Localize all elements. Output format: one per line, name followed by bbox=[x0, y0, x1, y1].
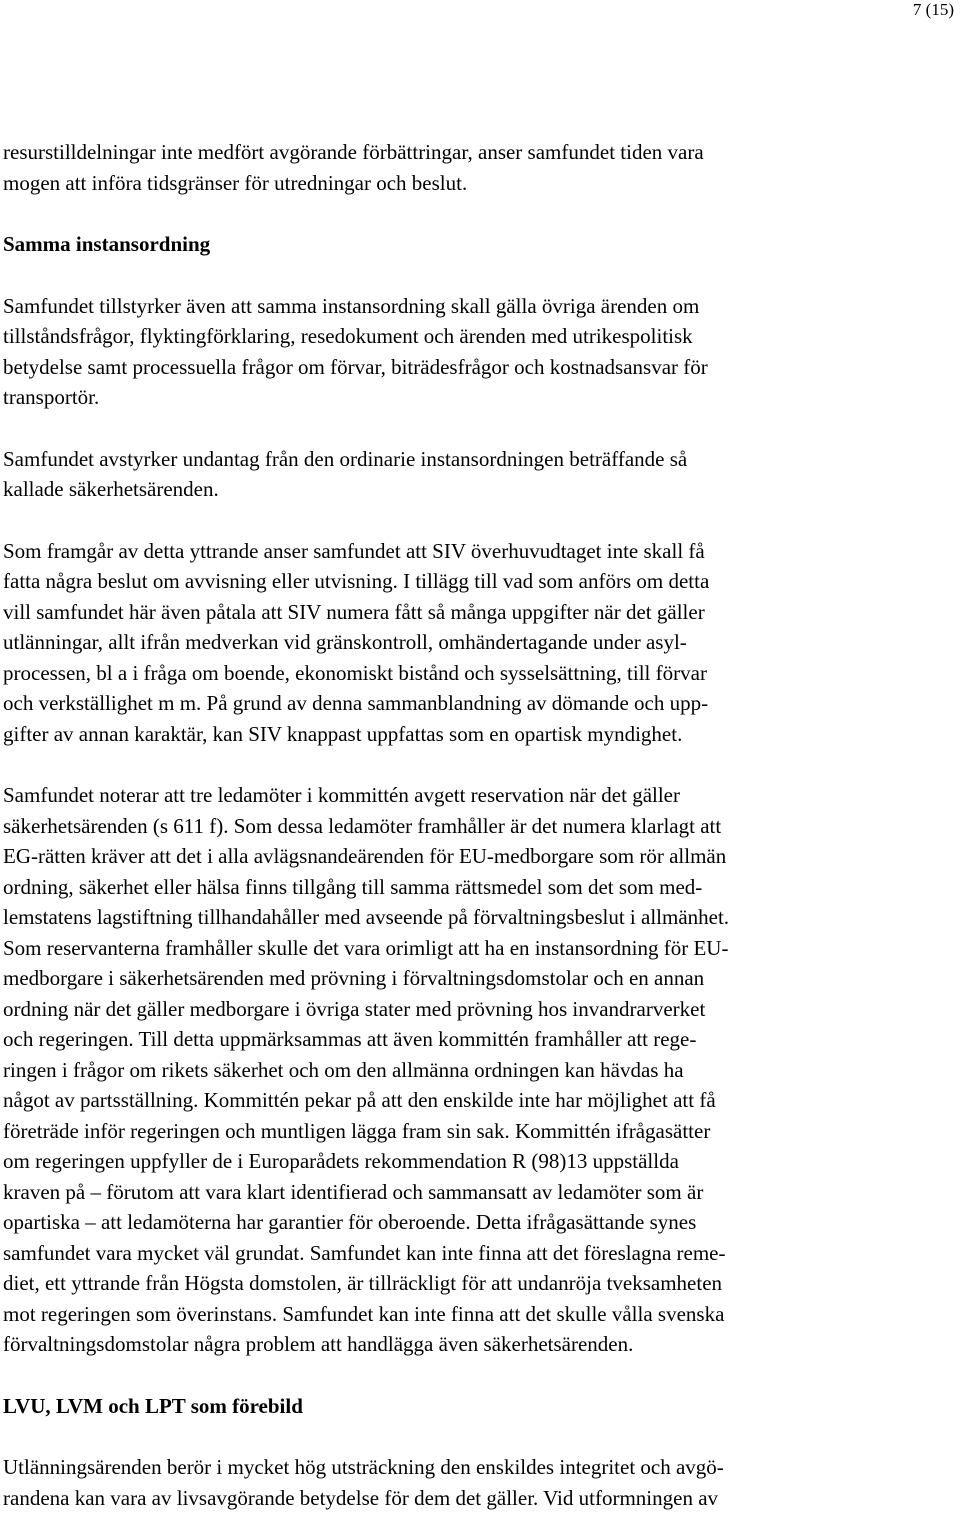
text-line: Utlänningsärenden berör i mycket hög utsträckning den enskildes integritet och avgö- bbox=[3, 1452, 955, 1483]
section-heading-lvu-lvm-lpt: LVU, LVM och LPT som förebild bbox=[3, 1391, 955, 1422]
text-line: betydelse samt processuella frågor om förvar, biträdesfrågor och kostnadsansvar för bbox=[3, 352, 955, 383]
text-line: resurstilldelningar inte medfört avgörande förbättringar, anser samfundet tiden vara bbox=[3, 137, 955, 168]
text-line: förvaltningsdomstolar några problem att handlägga även säkerhetsärenden. bbox=[3, 1329, 955, 1360]
text-line: Som framgår av detta yttrande anser samfundet att SIV överhuvudtaget inte skall få bbox=[3, 536, 955, 567]
text-line: kallade säkerhetsärenden. bbox=[3, 474, 955, 505]
text-line: säkerhetsärenden (s 611 f). Som dessa ledamöter framhåller är det numera klarlagt att bbox=[3, 811, 955, 842]
text-line: EG-rätten kräver att det i alla avlägsnandeärenden för EU-medborgare som rör allmän bbox=[3, 841, 955, 872]
text-line: kraven på – förutom att vara klart identifierad och sammansatt av ledamöter som är bbox=[3, 1177, 955, 1208]
text-line: samfundet vara mycket väl grundat. Samfundet kan inte finna att det föreslagna reme- bbox=[3, 1238, 955, 1269]
text-line: randena kan vara av livsavgörande betydelse för dem det gäller. Vid utformningen av bbox=[3, 1483, 955, 1513]
text-line: fatta några beslut om avvisning eller utvisning. I tillägg till vad som anförs om detta bbox=[3, 566, 955, 597]
text-line: processen, bl a i fråga om boende, ekonomiskt bistånd och sysselsättning, till förvar bbox=[3, 658, 955, 689]
text-line: Samfundet avstyrker undantag från den ordinarie instansordningen beträffande så bbox=[3, 444, 955, 475]
text-line: tillståndsfrågor, flyktingförklaring, resedokument och ärenden med utrikespolitisk bbox=[3, 321, 955, 352]
text-line: Samfundet tillstyrker även att samma instansordning skall gälla övriga ärenden om bbox=[3, 291, 955, 322]
section-heading-samma-instansordning: Samma instansordning bbox=[3, 229, 955, 260]
text-line: Som reservanterna framhåller skulle det vara orimligt att ha en instansordning för EU- bbox=[3, 933, 955, 964]
paragraph-utlanningsarenden bbox=[3, 1452, 955, 1513]
intro-paragraph bbox=[3, 137, 955, 198]
text-line: Samfundet noterar att tre ledamöter i kommittén avgett reservation när det gäller bbox=[3, 780, 955, 811]
text-line: opartiska – att ledamöterna har garantier för oberoende. Detta ifrågasättande synes bbox=[3, 1207, 955, 1238]
text-line: mogen att införa tidsgränser för utredningar och beslut. bbox=[3, 168, 955, 199]
text-line: ordning, säkerhet eller hälsa finns tillgång till samma rättsmedel som det som med- bbox=[3, 872, 955, 903]
text-line: transportör. bbox=[3, 382, 955, 413]
text-line: diet, ett yttrande från Högsta domstolen, är tillräckligt för att undanröja tveksamheten bbox=[3, 1268, 955, 1299]
text-line: gifter av annan karaktär, kan SIV knappast uppfattas som en opartisk myndighet. bbox=[3, 719, 955, 750]
paragraph-reservation bbox=[3, 780, 955, 1360]
text-line: och regeringen. Till detta uppmärksammas att även kommittén framhåller att rege- bbox=[3, 1024, 955, 1055]
text-line: lemstatens lagstiftning tillhandahåller med avseende på förvaltningsbeslut i allmänhet. bbox=[3, 902, 955, 933]
text-line: ringen i frågor om rikets säkerhet och om den allmänna ordningen kan hävdas ha bbox=[3, 1055, 955, 1086]
text-line: utlänningar, allt ifrån medverkan vid gränskontroll, omhändertagande under asyl- bbox=[3, 627, 955, 658]
text-line: mot regeringen som överinstans. Samfundet kan inte finna att det skulle vålla svenska bbox=[3, 1299, 955, 1330]
paragraph-avstyrker bbox=[3, 444, 955, 505]
page-number: 7 (15) bbox=[913, 0, 954, 20]
text-line: och verkställighet m m. På grund av denna sammanblandning av dömande och upp- bbox=[3, 688, 955, 719]
text-line: något av partsställning. Kommittén pekar på att den enskilde inte har möjlighet att få bbox=[3, 1085, 955, 1116]
text-line: om regeringen uppfyller de i Europarådets rekommendation R (98)13 uppställda bbox=[3, 1146, 955, 1177]
text-line: företräde inför regeringen och muntligen lägga fram sin sak. Kommittén ifrågasätter bbox=[3, 1116, 955, 1147]
text-line: vill samfundet här även påtala att SIV numera fått så många uppgifter när det gäller bbox=[3, 597, 955, 628]
text-line: medborgare i säkerhetsärenden med prövning i förvaltningsdomstolar och en annan bbox=[3, 963, 955, 994]
paragraph-siv bbox=[3, 536, 955, 750]
document-body bbox=[3, 137, 955, 1513]
text-line: ordning när det gäller medborgare i övriga stater med prövning hos invandrarverket bbox=[3, 994, 955, 1025]
paragraph-tillstyrker bbox=[3, 291, 955, 413]
